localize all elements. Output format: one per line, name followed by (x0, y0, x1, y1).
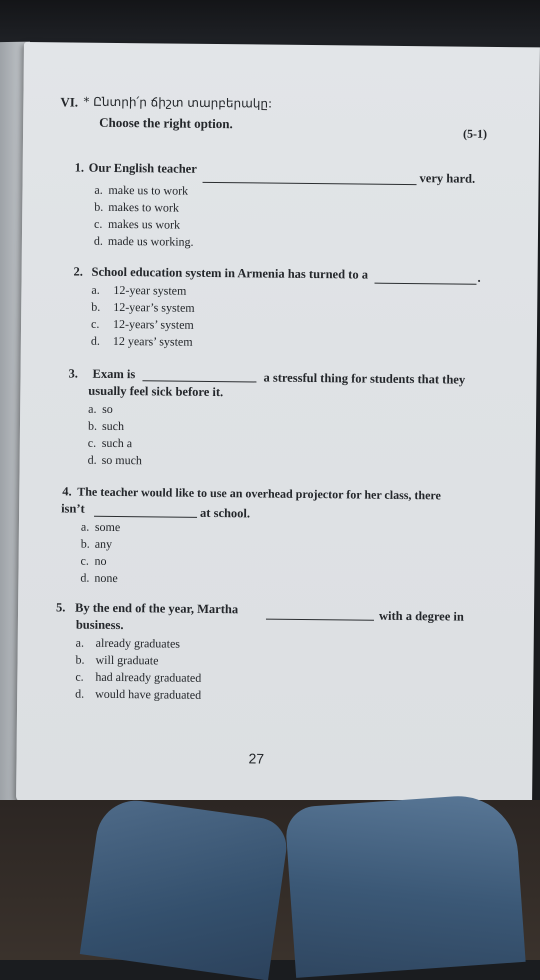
question-stem: By the end of the year, Martha (75, 600, 239, 617)
option-letter: b. (91, 299, 101, 314)
option-text: makes us work (108, 216, 181, 232)
question-number: 1. (74, 160, 85, 175)
option-text: such (101, 418, 125, 434)
option-text: no (94, 553, 107, 568)
option-letter: a. (88, 401, 97, 416)
option-letter: c. (80, 553, 89, 568)
question-stem-end: at school. (200, 505, 251, 521)
option-text: so (102, 401, 113, 416)
option-letter: b. (94, 199, 104, 214)
option-text: none (94, 570, 118, 586)
option-text: makes to work (108, 199, 180, 215)
option-letter: b. (75, 652, 85, 667)
option-letter: c. (87, 435, 97, 450)
option-letter: c. (94, 216, 103, 231)
option-text: already graduates (95, 635, 181, 651)
question-stem: School education system in Armenia has turned to a (91, 264, 369, 282)
question-stem: isn’t (61, 501, 85, 516)
question-stem-end: very hard. (419, 171, 476, 186)
option-text: make us to work (108, 182, 189, 198)
option-text: 12-year system (113, 282, 187, 298)
option-text: such a (101, 435, 133, 451)
page-number: 27 (248, 750, 265, 767)
question-number: 5. (56, 600, 66, 615)
worksheet-page (16, 42, 540, 807)
option-letter: a. (94, 182, 103, 197)
question-stem-cont: a stressful thing for students that they (263, 370, 466, 387)
answer-blank (374, 283, 476, 285)
option-text: any (94, 536, 113, 551)
option-letter: a. (75, 635, 85, 650)
option-text: some (94, 519, 121, 535)
option-letter: b. (87, 418, 98, 433)
option-letter: b. (80, 536, 90, 551)
left-leg (80, 796, 290, 980)
option-text: had already graduated (95, 669, 202, 685)
question-stem-end: . (477, 270, 481, 285)
question-stem-line1: The teacher would like to use an overhead projector for her class, there (77, 484, 441, 503)
question-number: 2. (73, 264, 84, 279)
option-text: will graduate (95, 652, 159, 668)
section-number: VI. (60, 94, 79, 110)
option-text: so much (101, 452, 143, 468)
answer-blank (266, 619, 374, 621)
question-stem-line2: business. (75, 617, 124, 633)
score-label: (5-1) (462, 126, 488, 141)
question-stem-line2: usually feel sick before it. (88, 383, 224, 400)
option-text: made us working. (107, 233, 194, 249)
option-text: 12-years’ system (112, 316, 194, 332)
option-letter: a. (80, 519, 90, 534)
option-letter: d. (80, 570, 90, 585)
option-letter: a. (91, 282, 100, 297)
option-letter: c. (75, 669, 84, 684)
option-letter: d. (87, 452, 97, 467)
question-number: 3. (68, 366, 78, 381)
option-text: would have graduated (95, 686, 202, 702)
instruction-english: Choose the right option. (99, 114, 233, 132)
question-stem-cont: with a degree in (378, 608, 464, 624)
question-number: 4. (62, 484, 72, 499)
option-text: 12-year’s system (113, 299, 195, 315)
option-letter: d. (75, 686, 85, 701)
answer-blank (94, 516, 197, 518)
option-letter: c. (90, 316, 100, 331)
question-stem: Our English teacher (88, 160, 197, 176)
answer-blank (203, 182, 417, 185)
option-letter: d. (90, 333, 100, 348)
answer-blank (142, 380, 256, 382)
option-text: 12 years’ system (112, 333, 193, 349)
question-stem: Exam is (92, 366, 136, 382)
instruction-armenian: * Ընտրի՛ր ճիշտ տարբերակը: (83, 94, 273, 111)
right-leg (284, 792, 525, 978)
option-letter: d. (93, 233, 103, 248)
